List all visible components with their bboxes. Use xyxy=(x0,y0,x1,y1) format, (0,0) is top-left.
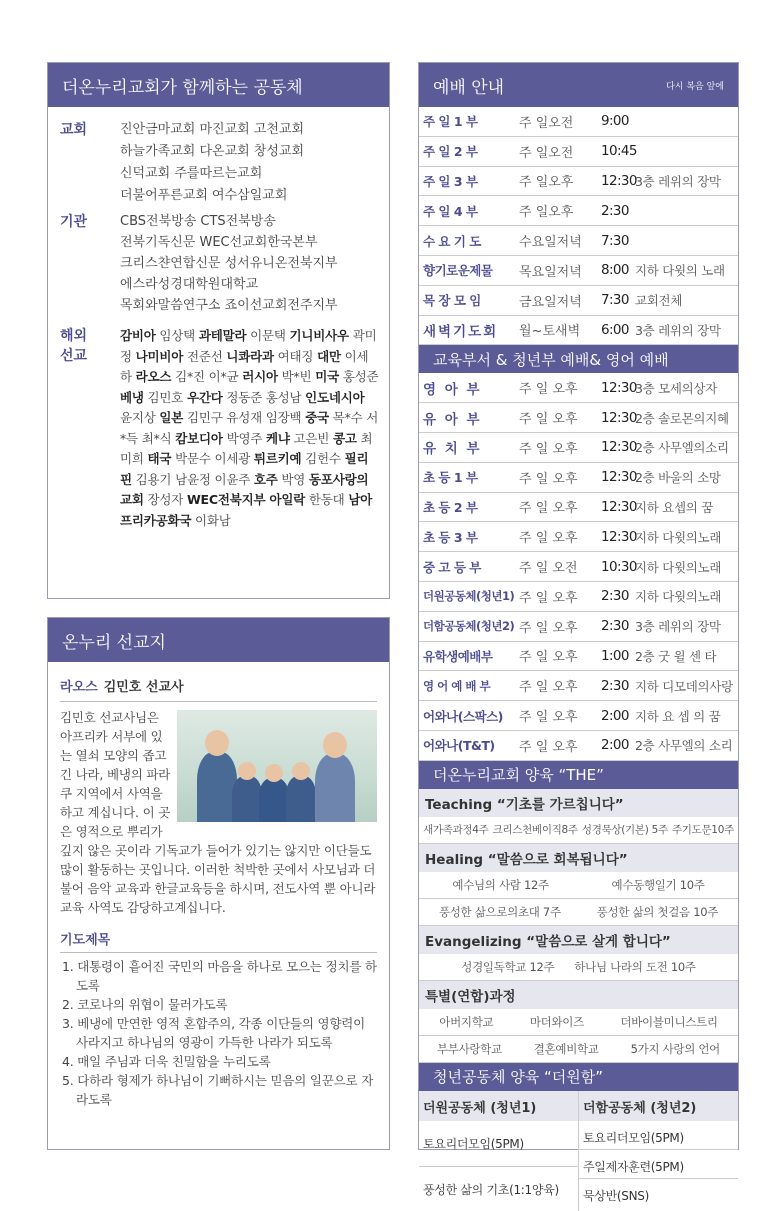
schedule-time: 7:30 xyxy=(601,232,629,249)
course-item: 부부사랑학교 xyxy=(436,1041,502,1056)
schedule-name: 유학생예배부 xyxy=(423,648,493,664)
schedule-day: 금요일저녁 xyxy=(519,294,582,310)
healing-title: Healing “말씀으로 회복됩니다” xyxy=(419,844,738,872)
youth-col-title: 더원공동체 (청년1) xyxy=(419,1091,578,1121)
schedule-place: 3층 레위의 장막 xyxy=(635,322,721,338)
youth-col2 xyxy=(578,1091,738,1211)
course-item: 더바이블미니스트리 xyxy=(620,1014,718,1029)
course-item: 새가족과정4주 xyxy=(423,824,489,837)
schedule-time: 1:00 xyxy=(601,647,629,664)
schedule-day: 주 일 오후 xyxy=(519,739,578,755)
healing-items xyxy=(419,899,738,926)
mission-label xyxy=(60,326,120,531)
mission-label-line: 선교 xyxy=(60,348,88,364)
church-list xyxy=(120,119,379,207)
schedule-time: 12:30 xyxy=(601,409,637,426)
schedule-name: 더원공동체(청년1) xyxy=(423,589,515,604)
course-item: 아버지학교 xyxy=(439,1014,494,1029)
youth-table xyxy=(419,1091,738,1211)
special-items xyxy=(419,1036,738,1063)
missionary-body xyxy=(60,708,377,917)
schedule-day: 월~토새벽 xyxy=(519,324,581,340)
schedule-name: 주 일 2 부 xyxy=(423,144,478,160)
schedule-place: 3층 레위의 장막 xyxy=(635,173,721,189)
schedule-name: 초 등 3 부 xyxy=(423,529,478,545)
prayer-item: 5. 다하라 형제가 하나님이 기뻐하시는 믿음의 일꾼으로 자라도록 xyxy=(62,1073,374,1107)
schedule-day: 주 일 오후 xyxy=(519,531,578,547)
youth-item: 묵상반(SNS) xyxy=(583,1188,649,1203)
course-item: 하나님 나라의 도전 10주 xyxy=(574,959,696,974)
schedule-day: 주 일오후 xyxy=(519,205,574,221)
schedule-name: 수 요 기 도 xyxy=(423,233,481,249)
edu-header xyxy=(419,345,738,373)
course-item: 결혼예비학교 xyxy=(533,1041,599,1056)
youth-item: 주일제자훈련(5PM) xyxy=(579,1150,738,1179)
schedule-row xyxy=(419,316,738,346)
schedule-day: 주 일 오후 xyxy=(519,382,578,398)
schedule-time: 12:30 xyxy=(601,528,637,545)
schedule-row xyxy=(419,582,738,612)
youth-col-title: 더함공동체 (청년2) xyxy=(579,1091,738,1121)
special-items xyxy=(419,1009,738,1036)
prayer-item: 2. 코로나의 위협이 물러가도록 xyxy=(62,997,228,1012)
org-line: 에스라성경대학원대학교 xyxy=(120,277,259,292)
schedule-section xyxy=(418,62,739,1203)
schedule-place: 2층 솔로몬의지혜 xyxy=(635,410,729,426)
course-item: 성경일독학교 12주 xyxy=(461,959,555,974)
course-item: 마더와이즈 xyxy=(529,1014,584,1029)
schedule-name: 향기로운제물 xyxy=(423,263,493,279)
worship-header xyxy=(419,63,738,107)
schedule-place: 2층 사무엘의 소리 xyxy=(635,738,733,754)
schedule-time: 2:30 xyxy=(601,677,629,694)
schedule-time: 10:30 xyxy=(601,558,637,575)
schedule-row xyxy=(419,403,738,433)
prayer-item: 4. 매일 주님과 더욱 친밀함을 누리도록 xyxy=(62,1054,271,1069)
schedule-row xyxy=(419,612,738,642)
schedule-day: 주 일 오전 xyxy=(519,561,578,577)
community-title: 더온누리교회가 함께하는 공동체 xyxy=(62,77,303,98)
edu-title: 교육부서 & 청년부 예배& 영어 예배 xyxy=(433,350,669,369)
schedule-row xyxy=(419,107,738,137)
schedule-time: 12:30 xyxy=(601,172,637,189)
prayer-title: 기도제목 xyxy=(60,929,377,953)
schedule-row xyxy=(419,731,738,761)
schedule-name: 초 등 2 부 xyxy=(423,499,478,515)
course-item: 성경묵상(기본) 5주 xyxy=(581,824,668,837)
church-line: 하늘가족교회 다온교회 창성교회 xyxy=(120,144,305,159)
schedule-name: 더함공동체(청년2) xyxy=(423,619,515,634)
schedule-day: 주 일 오후 xyxy=(519,441,578,457)
family-photo xyxy=(177,710,377,822)
schedule-time: 12:30 xyxy=(601,439,637,456)
worship-note: 다시 복음 앞에 xyxy=(666,81,724,92)
community-section xyxy=(47,62,390,599)
schedule-row xyxy=(419,167,738,197)
schedule-row xyxy=(419,493,738,523)
missionary-header xyxy=(48,618,389,662)
evangelizing-title: Evangelizing “말씀으로 살게 합니다” xyxy=(419,926,738,954)
schedule-place: 교회전체 xyxy=(635,293,683,309)
schedule-day: 주 일오후 xyxy=(519,175,574,191)
youth-col1 xyxy=(419,1091,578,1211)
schedule-place: 지하 다윗의 노래 xyxy=(635,263,725,279)
schedule-place: 지하 디모데의사랑 xyxy=(635,678,733,694)
schedule-time: 10:45 xyxy=(601,143,637,160)
schedule-time: 2:30 xyxy=(601,202,629,219)
schedule-time: 12:30 xyxy=(601,498,637,515)
org-label: 기관 xyxy=(60,214,88,230)
schedule-name: 주 일 4 부 xyxy=(423,203,478,219)
youth-header xyxy=(419,1063,738,1091)
schedule-place: 2층 사무엘의소리 xyxy=(635,440,729,456)
schedule-name: 주 일 3 부 xyxy=(423,173,478,189)
mission-label-line: 해외 xyxy=(60,328,88,344)
prayer-item: 3. 베냉에 만연한 영적 혼합주의, 각종 이단들의 영향력이 사라지고 하나님의 영광이 가득한 나라가 되도록 xyxy=(62,1016,365,1050)
schedule-day: 주 일 오후 xyxy=(519,650,578,666)
church-label: 교회 xyxy=(60,122,88,138)
schedule-time: 6:00 xyxy=(601,321,629,338)
course-item: 5가지 사랑의 언어 xyxy=(630,1041,720,1056)
schedule-row xyxy=(419,373,738,403)
schedule-name: 유 아 부 xyxy=(423,411,482,428)
schedule-day: 주 일오전 xyxy=(519,145,574,161)
schedule-place: 2층 바울의 소망 xyxy=(635,470,721,486)
church-line: 더불어푸른교회 여수삼일교회 xyxy=(120,188,288,203)
course-item: 예수님의 사람 12주 xyxy=(452,877,549,892)
schedule-time: 7:30 xyxy=(601,292,629,309)
missionary-country: 라오스 xyxy=(60,680,98,695)
schedule-time: 12:30 xyxy=(601,379,637,396)
schedule-time: 8:00 xyxy=(601,262,629,279)
schedule-day: 목요일저녁 xyxy=(519,264,582,280)
worship-title: 예배 안내 xyxy=(433,77,505,98)
church-line: 신덕교회 주를따르는교회 xyxy=(120,166,263,181)
schedule-row xyxy=(419,286,738,316)
youth-item: 풍성한 삶의 기초(1:1양육) xyxy=(423,1182,559,1197)
course-item: 풍성한 삶으로의초대 7주 xyxy=(438,904,561,919)
youth-title: 청년공동체 양육 “더원함” xyxy=(433,1068,603,1087)
edu-table xyxy=(419,373,738,760)
the-header xyxy=(419,761,738,789)
course-item: 풍성한 삶의 첫걸음 10주 xyxy=(596,904,719,919)
schedule-day: 주 일 오후 xyxy=(519,620,578,636)
schedule-name: 어와나(스팍스) xyxy=(423,708,503,724)
schedule-row xyxy=(419,433,738,463)
schedule-day: 주 일 오후 xyxy=(519,471,578,487)
church-row xyxy=(48,119,389,207)
schedule-name: 초 등 1 부 xyxy=(423,470,478,486)
schedule-time: 2:30 xyxy=(601,588,629,605)
schedule-day: 주 일 오후 xyxy=(519,710,578,726)
schedule-name: 주 일 1 부 xyxy=(423,114,478,130)
schedule-place: 지하 다윗의노래 xyxy=(635,529,722,545)
schedule-row xyxy=(419,642,738,672)
schedule-day: 주 일오전 xyxy=(519,115,574,131)
schedule-row xyxy=(419,196,738,226)
schedule-row xyxy=(419,226,738,256)
missionary-text: 김민호 선교사님은 아프리카 서부에 있는 열쇠 모양의 좁고 긴 나라, 베냉의 파라쿠 지역에서 사역을 하고 계십니다. 이 곳은 영적으로 뿌리가 깊지 않은 곳이라 기독교가 들어가 있기는 않지만 이단들도 많이 활동하는 곳입니다. 이러한 척박한 곳에서 사모님과 더불어 음악 교육과 한글교육등을 하시며, 전도사역 뿐 아니라 교육 사역도 감당하고계십니다. xyxy=(60,710,376,915)
org-line: 전북기독신문 WEC선교회한국본부 xyxy=(120,235,318,250)
schedule-day: 주 일 오후 xyxy=(519,412,578,428)
mission-list: 감비아 임상택 과테말라 이문택 기니비사우 곽미정 나미비아 전준선 니콰라과 여태징 대만 이세하 라오스 김*진 이*균 러시아 박*빈 미국 홍성준 베냉 김민호 우간다 정동준 홍성남 인도네시아 윤지상 일본 김민구 유성재 임장백 중국 목*수 서*득 최*식 캄보디아 박영주 케냐 고은빈 콩고 최미희 태국 박문수 이세광 튀르키예 김헌수 필리핀 김용기 남윤정 이윤주 호주 박영 동포사랑의교회 장성자 WEC전북지부 아일락 한동대 남아프리카공화국 이화남 xyxy=(120,328,379,528)
schedule-day: 주 일 오후 xyxy=(519,680,578,696)
evangelizing-items xyxy=(419,954,738,981)
youth-item: 토요리더모임(5PM) xyxy=(579,1121,738,1150)
schedule-place: 2층 굿 윌 센 타 xyxy=(635,648,717,664)
org-line: CBS전북방송 CTS전북방송 xyxy=(120,214,276,229)
schedule-name: 영 어 예 배 부 xyxy=(423,678,491,693)
missionary-section xyxy=(47,617,390,1150)
schedule-time: 9:00 xyxy=(601,113,629,130)
mission-row xyxy=(48,326,389,531)
schedule-row xyxy=(419,137,738,167)
schedule-name: 영 아 부 xyxy=(423,381,482,398)
schedule-place: 지하 요 셉 의 꿈 xyxy=(635,708,721,724)
course-item: 주기도문10주 xyxy=(671,824,734,837)
schedule-row xyxy=(419,552,738,582)
schedule-day: 수요일저녁 xyxy=(519,235,582,251)
missionary-name: 김민호 선교사 xyxy=(103,680,184,695)
schedule-day: 주 일 오후 xyxy=(519,501,578,517)
prayer-list xyxy=(62,957,377,1109)
missionary-subtitle xyxy=(60,676,377,702)
schedule-place: 지하 요셉의 꿈 xyxy=(635,499,713,515)
schedule-name: 새벽기도회 xyxy=(423,323,499,340)
course-item: 크리스천베이직8주 xyxy=(492,824,578,837)
schedule-place: 지하 다윗의노래 xyxy=(635,589,722,605)
org-line: 목회와말씀연구소 죠이선교회전주지부 xyxy=(120,298,338,313)
the-title: 더온누리교회 양육 “THE” xyxy=(433,766,604,785)
schedule-time: 2:00 xyxy=(601,737,629,754)
org-list xyxy=(120,211,379,316)
youth-item: 토요리더모임(5PM) xyxy=(419,1121,578,1167)
teaching-title: Teaching “기초를 가르칩니다” xyxy=(419,789,738,817)
schedule-place: 3층 모세의상자 xyxy=(635,380,717,396)
schedule-row xyxy=(419,701,738,731)
schedule-place: 지하 다윗의노래 xyxy=(635,559,722,575)
schedule-name: 중 고 등 부 xyxy=(423,559,481,575)
schedule-row xyxy=(419,522,738,552)
prayer-item: 1. 대통령이 흩어진 국민의 마음을 하나로 모으는 정치를 하도록 xyxy=(62,959,377,993)
healing-items xyxy=(419,872,738,899)
org-row xyxy=(48,211,389,316)
org-line: 크리스챤연합신문 성서유니온전북지부 xyxy=(120,256,338,271)
schedule-name: 목 장 모 임 xyxy=(423,293,481,309)
schedule-place: 3층 레위의 장막 xyxy=(635,619,721,635)
schedule-name: 유 치 부 xyxy=(423,441,482,458)
schedule-time: 2:30 xyxy=(601,618,629,635)
schedule-time: 12:30 xyxy=(601,469,637,486)
community-header xyxy=(48,63,389,107)
schedule-time: 2:00 xyxy=(601,707,629,724)
schedule-row xyxy=(419,671,738,701)
teaching-items xyxy=(419,817,738,844)
schedule-name: 어와나(T&T) xyxy=(423,738,495,754)
course-item: 예수동행일기 10주 xyxy=(611,877,705,892)
schedule-row xyxy=(419,463,738,493)
schedule-day: 주 일 오후 xyxy=(519,590,578,606)
missionary-title: 온누리 선교지 xyxy=(62,632,166,653)
worship-table xyxy=(419,107,738,345)
church-line: 진안금마교회 마진교회 고천교회 xyxy=(120,122,305,137)
schedule-row xyxy=(419,256,738,286)
special-title: 특별(연합)과정 xyxy=(419,981,738,1009)
